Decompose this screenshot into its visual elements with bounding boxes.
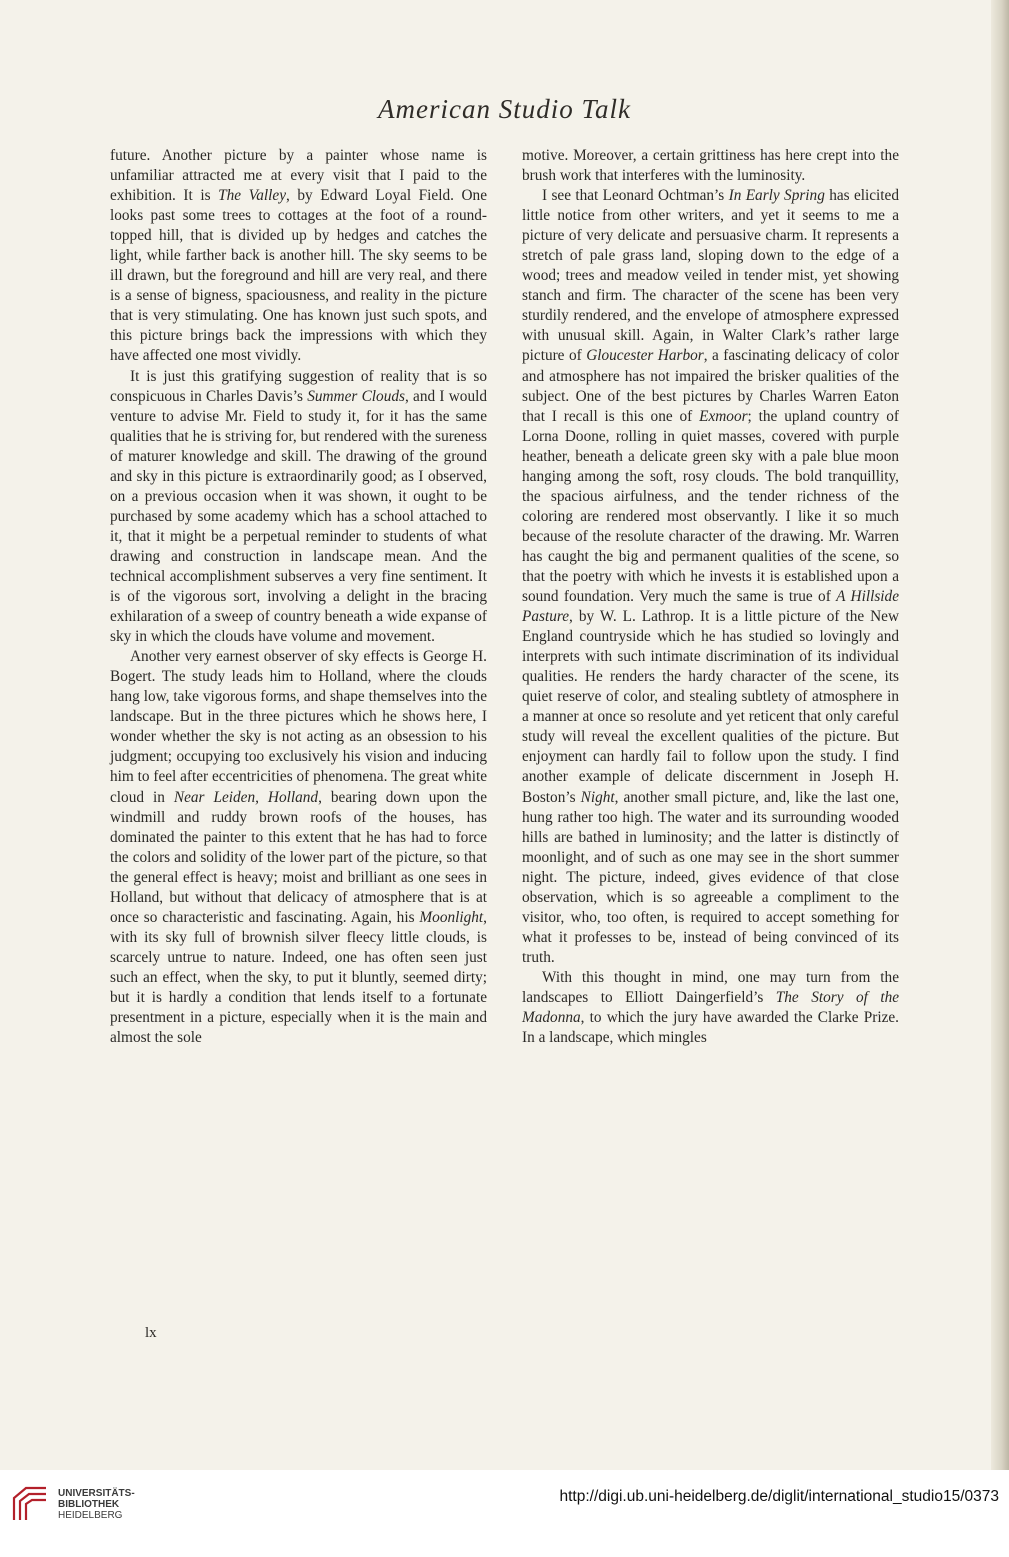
text-run: , a fascinating delicacy of color and atmosphere has not impaired the brisker qualities of the subject. One of the best pictures by Charles Warren Eaton that I recall is this one of — [522, 347, 899, 425]
artwork-title: The Valley — [218, 187, 287, 205]
text-run: , by W. L. Lathrop. It is a little picture of the New England countryside which he has studied so lovingly and interprets with such intimate discrimination of its individual qualities. He renders the hardy character of the scene, its quiet reserve of color, and stealing subtlety of atmosphere in a manner at once so resolute and yet reticent that only careful study will reveal the excellent qualities of the picture. But enjoyment can hardly fail to follow upon the study. I find another example of delicate discernment in Joseph H. Boston’s — [522, 608, 899, 806]
text-run: , and I would venture to advise Mr. Field to study it, for it has the same qualities that he is striving for, but rendered with the sureness of maturer knowledge and skill. The drawing of the ground and sky in this picture is extraordinarily good; as I observed, on a previous occasion when it was shown, it ought to be purchased by some academy which has a school attached to it, that it might be a perpetual reminder to students of what drawing and construction in landscape mean. And the technical accomplishment subserves a very fine sentiment. It is of the vigorous sort, involving a delight in the bracing exhilaration of a sweep of country beneath a wide expanse of sky in which the clouds have volume and movement. — [110, 387, 487, 646]
artwork-title: Gloucester Harbor — [586, 347, 704, 365]
library-name-line: UNIVERSITÄTS- — [58, 1488, 135, 1499]
text-run: , with its sky full of brownish silver fleecy little clouds, is scarcely untrue to nature. Indeed, one has often seen just such an effect, when the sky, to put it bluntly, seemed dirty; but it is hardly a condition that lends itself to a fortunate presentment in a picture, especially when it is the main and almost the sole — [110, 908, 487, 1047]
artwork-title: Moonlight — [419, 908, 484, 926]
page-number: lx — [145, 1325, 157, 1341]
text-run: , bearing down upon the windmill and ruddy brown roofs of the houses, has dominated the painter to this extent that he has had to force the colors and solidity of the lower part of the picture, so that the general effect is heavy; moist and brilliant as one sees in Holland, but without that delicacy of atmosphere that is at once so characteristic and fascinating. Again, his — [110, 788, 487, 926]
text-column-left — [110, 146, 487, 1048]
text-run: future. Another picture by a painter whose name is unfamiliar attracted me at every visit that I paid to the exhibition. It is — [110, 147, 487, 205]
library-name-line: HEIDELBERG — [58, 1510, 123, 1521]
library-logo-icon — [10, 1484, 50, 1524]
text-run: has elicited little notice from other writers, and yet it seems to me a picture of very delicate and persuasive charm. It represents a stretch of pale grass land, sloping down to the edge of a wood; trees and meadow veiled in tender mist, yet showing stanch and firm. The character of the scene has been very sturdily rendered, and the envelope of atmosphere expressed with unusual skill. Again, in Walter Clark’s rather large picture of — [522, 187, 899, 365]
artwork-title: The Story of the Madonna — [522, 988, 900, 1027]
text-run: ; the upland country of Lorna Doone, rolling in quiet masses, covered with purple heather, beneath a delicate green sky with a pale blue moon hanging among the soft, rosy clouds. The bold tranquillity, the spacious airfulness, and the tender richness of the coloring are rendered most observantly. I like it so much because of the resolute character of the drawing. Mr. Warren has caught the big and permanent qualities of the scene, so that the poetry with which he invests it is established upon a sound foundation. Very much the same is true of — [522, 407, 899, 606]
paragraph — [110, 647, 487, 1048]
paragraph — [522, 968, 899, 1048]
paragraph — [110, 367, 487, 648]
artwork-title: Summer Clouds — [307, 387, 405, 405]
text-column-right — [522, 146, 899, 1048]
paragraph — [522, 186, 899, 968]
footer-bar — [0, 1470, 1009, 1557]
artwork-title: Near Leiden, Holland — [173, 788, 319, 806]
artwork-title: Night — [580, 788, 615, 806]
text-run: Another very earnest observer of sky effects is George H. Bogert. The study leads him to Holland, where the clouds hang low, take vigorous forms, and shape themselves into the landscape. But in the three pictures which he shows here, I wonder whether the sky is not acting as an obsession to his judgment; occupying too exclusively his vision and inducing him to feel after eccentricities of phenomena. The great white cloud in — [110, 648, 487, 806]
library-name-line: BIBLIOTHEK — [58, 1499, 120, 1510]
text-run: I see that Leonard Ochtman’s — [542, 187, 729, 205]
text-run: motive. Moreover, a certain grittiness has here crept into the brush work that interferes with the luminosity. — [522, 147, 899, 185]
text-run: , another small picture, and, like the last one, hung rather too high. The water and its surrounding wooded hills are bathed in luminosity; and the latter is distinctly of moonlight, and of such as one may see in the short summer night. The picture, indeed, gives evidence of that close observation, which is so agreeable a compliment to the visitor, who, too often, is required to accept something for what it professes to be, instead of being convinced of its truth. — [522, 788, 899, 966]
text-run: With this thought in mind, one may turn from the landscapes to Elliott Daingerfield’s — [522, 968, 899, 1006]
artwork-title: A Hillside Pasture — [522, 588, 899, 626]
library-name — [58, 1488, 135, 1521]
page-edge-shadow — [991, 0, 1009, 1470]
text-run: , by Edward Loyal Field. One looks past some trees to cottages at the foot of a round-topped hill, that is divided up by hedges and catches the light, while farther back is another hill. The sky seems to be ill drawn, but the foreground and hill are very real, and there is a sense of bigness, spaciousness, and reality in the picture that is very stimulating. One has known just such spots, and this picture brings back the impressions with which they have affected one most vividly. — [110, 187, 487, 365]
text-run: It is just this gratifying suggestion of reality that is so conspicuous in Charles Davis’s — [110, 367, 487, 405]
text-run: , to which the jury have awarded the Clarke Prize. In a landscape, which mingles — [522, 1009, 899, 1047]
artwork-title: Exmoor — [699, 407, 748, 425]
source-url-link[interactable]: http://digi.ub.uni-heidelberg.de/diglit/international_studio15/0373 — [559, 1488, 999, 1505]
artwork-title: In Early Spring — [728, 187, 825, 205]
running-head: American Studio Talk — [378, 94, 631, 124]
paragraph — [110, 146, 487, 367]
paragraph — [522, 146, 899, 186]
